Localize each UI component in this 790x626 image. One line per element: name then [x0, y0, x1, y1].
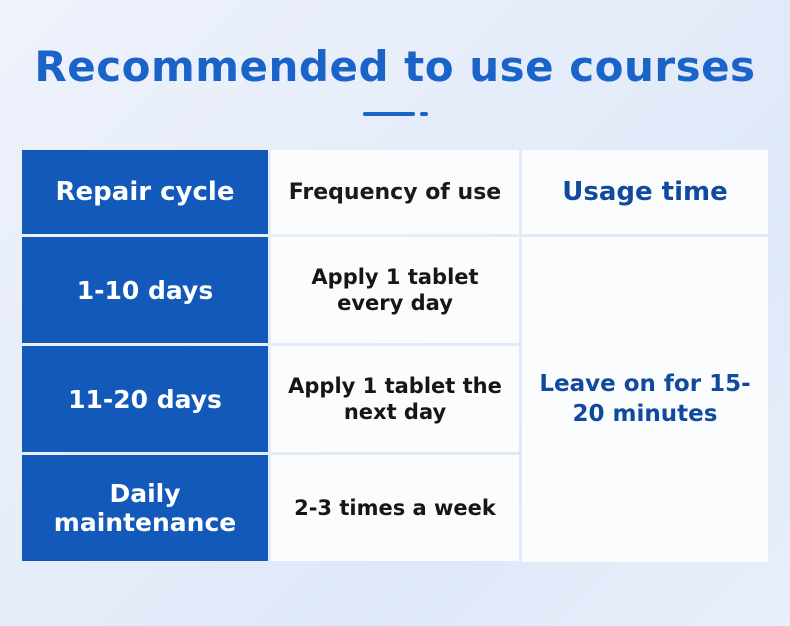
cell-usage-time-merged: Leave on for 15-20 minutes — [522, 237, 768, 562]
column-header-usage-time: Usage time — [522, 150, 768, 234]
cell-frequency-3: 2-3 times a week — [271, 455, 519, 561]
usage-table — [22, 150, 768, 562]
cell-repair-cycle-3: Daily maintenance — [22, 455, 268, 561]
column-header-repair-cycle: Repair cycle — [22, 150, 268, 234]
page-title: Recommended to use courses — [34, 42, 756, 91]
table-header-row — [22, 150, 768, 234]
divider-dot-icon — [420, 112, 428, 116]
cell-frequency-1: Apply 1 tablet every day — [271, 237, 519, 343]
title-divider — [0, 108, 790, 120]
cell-frequency-2: Apply 1 tablet the next day — [271, 346, 519, 452]
cell-repair-cycle-1: 1-10 days — [22, 237, 268, 343]
divider-line-icon — [363, 112, 415, 116]
cell-repair-cycle-2: 11-20 days — [22, 346, 268, 452]
column-header-frequency-of-use: Frequency of use — [271, 150, 519, 234]
